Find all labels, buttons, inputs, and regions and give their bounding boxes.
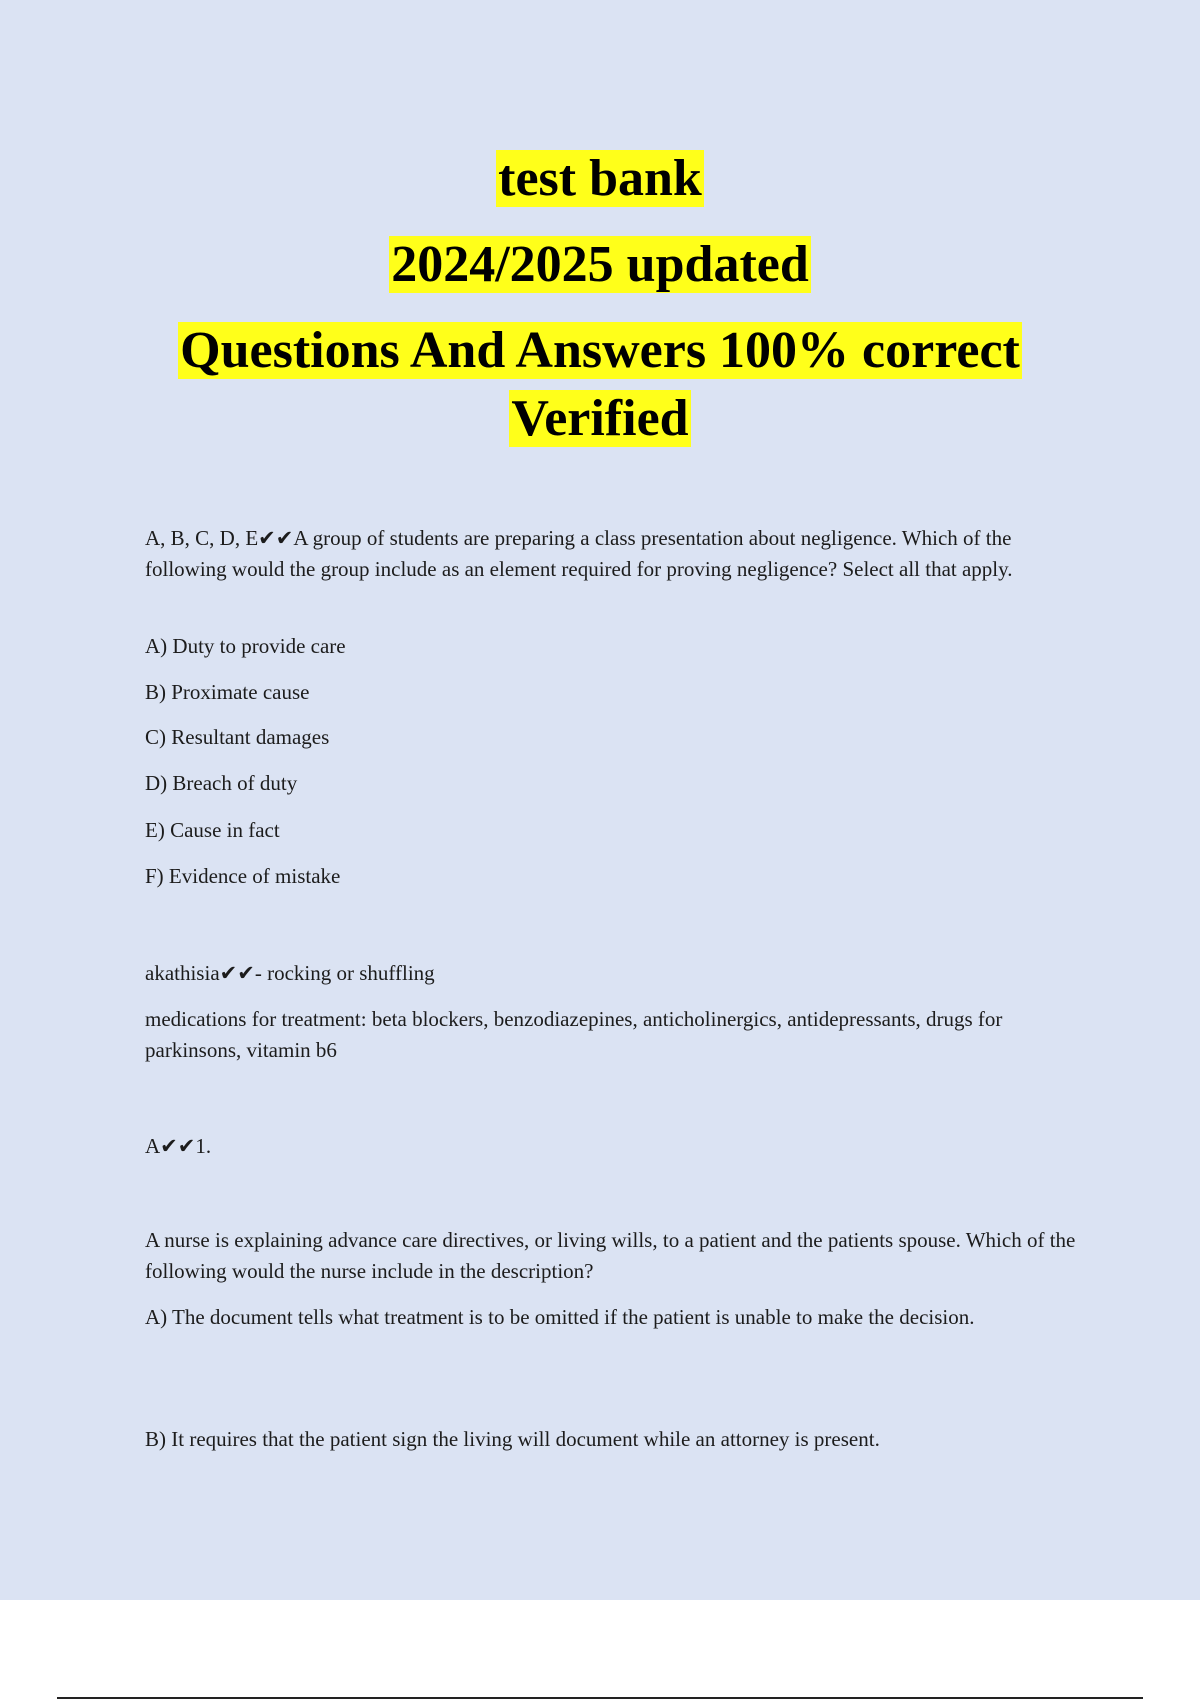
document-title [0, 148, 1200, 450]
akathisia-medications: medications for treatment: beta blockers, benzodiazepines, anticholinergics, antidepressants, drugs for parkinsons, vitamin b6 [145, 1007, 1003, 1062]
question-1-option-a: A) Duty to provide care [145, 634, 346, 658]
akathisia-term: akathisia✔✔- rocking or shuffling [145, 961, 435, 985]
title-line-4: Verified [511, 390, 689, 447]
question-3-text: A nurse is explaining advance care directives, or living wills, to a patient and the patients spouse. Which of the following would the nurse include in the description? [145, 1228, 1076, 1283]
question-3-answer: A✔✔1. [145, 1134, 212, 1158]
question-1-option-d: D) Breach of duty [145, 771, 298, 795]
question-1-text: A, B, C, D, E✔✔A group of students are preparing a class presentation about negligence. Which of the following would the group include as an element required for proving negligence? Select all that apply. [145, 526, 1013, 581]
question-3-option-a: A) The document tells what treatment is to be omitted if the patient is unable to make the decision. [145, 1305, 975, 1329]
question-1-option-f: F) Evidence of mistake [145, 864, 341, 888]
title-line-2: 2024/2025 updated [391, 236, 809, 293]
title-line-1: test bank [498, 150, 702, 207]
title-line-3: Questions And Answers 100% correct [180, 322, 1020, 379]
question-1-option-c: C) Resultant damages [145, 725, 330, 749]
question-1-option-b: B) Proximate cause [145, 680, 310, 704]
question-1-option-e: E) Cause in fact [145, 818, 280, 842]
footer-divider [57, 1697, 1143, 1699]
question-3-option-b: B) It requires that the patient sign the living will document while an attorney is present. [145, 1427, 880, 1451]
